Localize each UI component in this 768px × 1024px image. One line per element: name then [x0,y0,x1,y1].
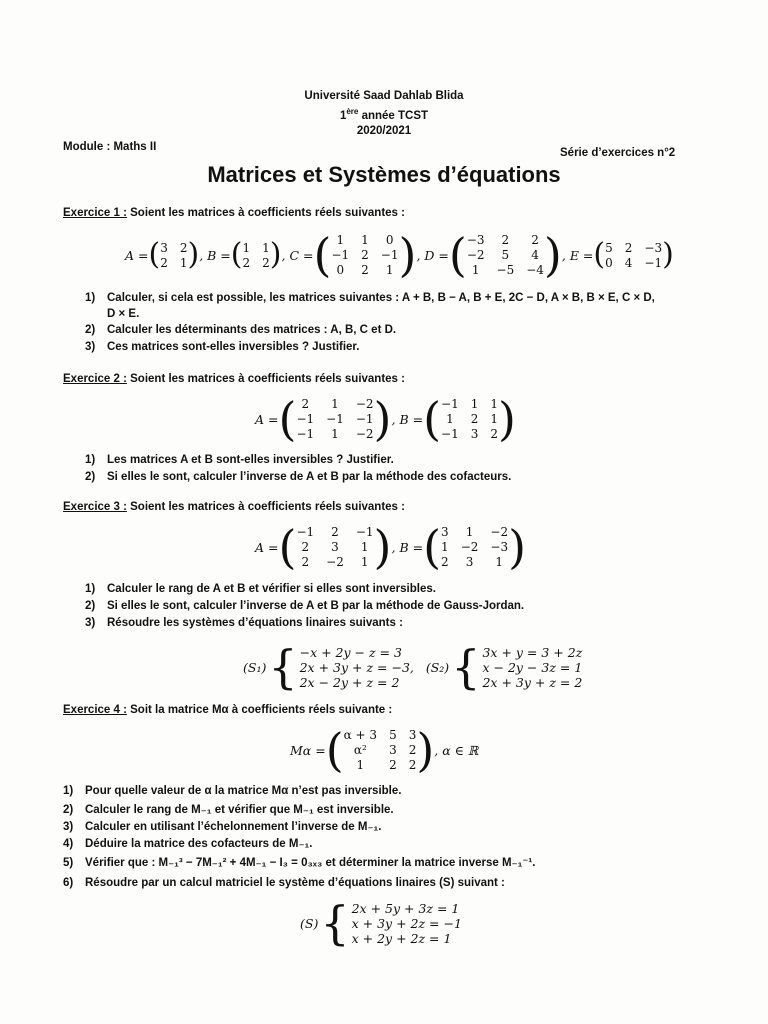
matrix-A: A = ( −1 2 −1 2 3 1 2 −2 1 ) [255,520,392,574]
exercise-3-heading: Exercice 3 : Soient les matrices à coefficients réels suivantes : [63,501,405,513]
exercise-2-heading: Exercice 2 : Soient les matrices à coefficients réels suivantes : [63,373,405,385]
matrix-D: , D = ( −3 2 2 −2 5 4 1 −5 −4 ) [416,228,562,282]
system-S: (S) { 2x + 5y + 3z = 1 x + 3y + 2z = −1 x + 2y + 2z = 1 [300,896,462,950]
exercise-4-matrix [290,723,479,777]
system-S2: (S₂) { 3x + y = 3 + 2z x − 2y − 3z = 1 2x + 3y + z = 2 [425,640,583,694]
exercise-3-item-1: 1) Calculer le rang de A et B et vérifier si elles sont inversibles. [85,583,436,595]
system-S1: (S₁) { −x + 2y − z = 3 2x + 3y + z = −3, 2x − 2y + z = 2 [243,640,414,694]
exercise-1-heading: Exercice 1 : Soient les matrices à coefficients réels suivantes : [63,207,405,219]
matrix-M-alpha: Mα = ( α + 3 5 3 α² 3 2 1 2 2 ) , α ∈ ℝ [290,723,479,777]
exercise-4-item-1: 1) Pour quelle valeur de α la matrice Mα n’est pas inversible. [63,785,402,797]
exercise-2-item-2: 2) Si elles le sont, calculer l’inverse de A et B par la méthode des cofacteurs. [85,471,512,483]
exercise-1-item-1: 1) Calculer, si cela est possible, les matrices suivantes : A + B, B − A, B + E, 2C − D, A × B, B × E, C × D, [85,292,655,304]
matrix-B: , B = ( 3 1 −2 1 −2 −3 2 3 1 ) [391,520,527,574]
exercise-3-item-3: 3) Résoudre les systèmes d’équations linaires suivants : [85,617,403,629]
page-title: Matrices et Systèmes d’équations [207,162,561,187]
exercise-4-item-5: 5) Vérifier que : M₋₁³ − 7M₋₁² + 4M₋₁ − I₃ = 0₃ₓ₃ et déterminer la matrice inverse M₋₁⁻¹. [63,857,536,869]
exercise-2-item-1: 1) Les matrices A et B sont-elles inversibles ? Justifier. [85,454,394,466]
year-level: 1ère année TCST [339,107,429,122]
matrix-B: , B = ( −1 1 1 1 2 1 −1 3 2 ) [391,392,516,446]
exercise-1-item-3: 3) Ces matrices sont-elles inversibles ? Justifier. [85,341,360,353]
university-name: Université Saad Dahlab Blida [304,90,464,102]
exercise-3-matrices [255,520,527,574]
exercise-1-item-2: 2) Calculer les déterminants des matrices : A, B, C et D. [85,324,397,336]
exercise-4-heading: Exercice 4 : Soit la matrice Mα à coefficients réels suivante : [63,704,393,716]
exercise-4-item-2: 2) Calculer le rang de M₋₁ et vérifier que M₋₁ est inversible. [63,804,394,816]
exercise-4-item-6: 6) Résoudre par un calcul matriciel le système d’équations linaires (S) suivant : [63,877,505,889]
matrix-B: , B = ( 1 1 2 2 ) [199,237,282,272]
matrix-A: A = ( 3 2 2 1 ) [125,237,200,272]
series-label: Série d’exercices n°2 [560,147,676,159]
exercise-4-system [300,896,462,950]
exercise-1-item-1-cont: D × E. [107,308,140,320]
module-label: Module : Maths II [63,141,157,153]
exercise-3-item-2: 2) Si elles le sont, calculer l’inverse de A et B par la méthode de Gauss-Jordan. [85,600,525,612]
exercise-4-item-3: 3) Calculer en utilisant l’échelonnement l’inverse de M₋₁. [63,821,382,833]
matrix-A-grid: 3 2 2 1 [160,240,188,270]
matrix-E: , E = ( 5 2 −3 0 4 −1 ) [561,237,674,272]
exercise-1-matrices [125,228,674,282]
matrix-A: A = ( 2 1 −2 −1 −1 −1 −1 1 −2 ) [255,392,392,446]
academic-year: 2020/2021 [356,125,412,137]
exercise-3-systems [243,640,583,694]
exercise-4-item-4: 4) Déduire la matrice des cofacteurs de M₋₁. [63,838,313,850]
exercise-2-matrices [255,392,516,446]
matrix-C: , C = ( 1 1 0 −1 2 −1 0 2 1 ) [281,228,417,282]
